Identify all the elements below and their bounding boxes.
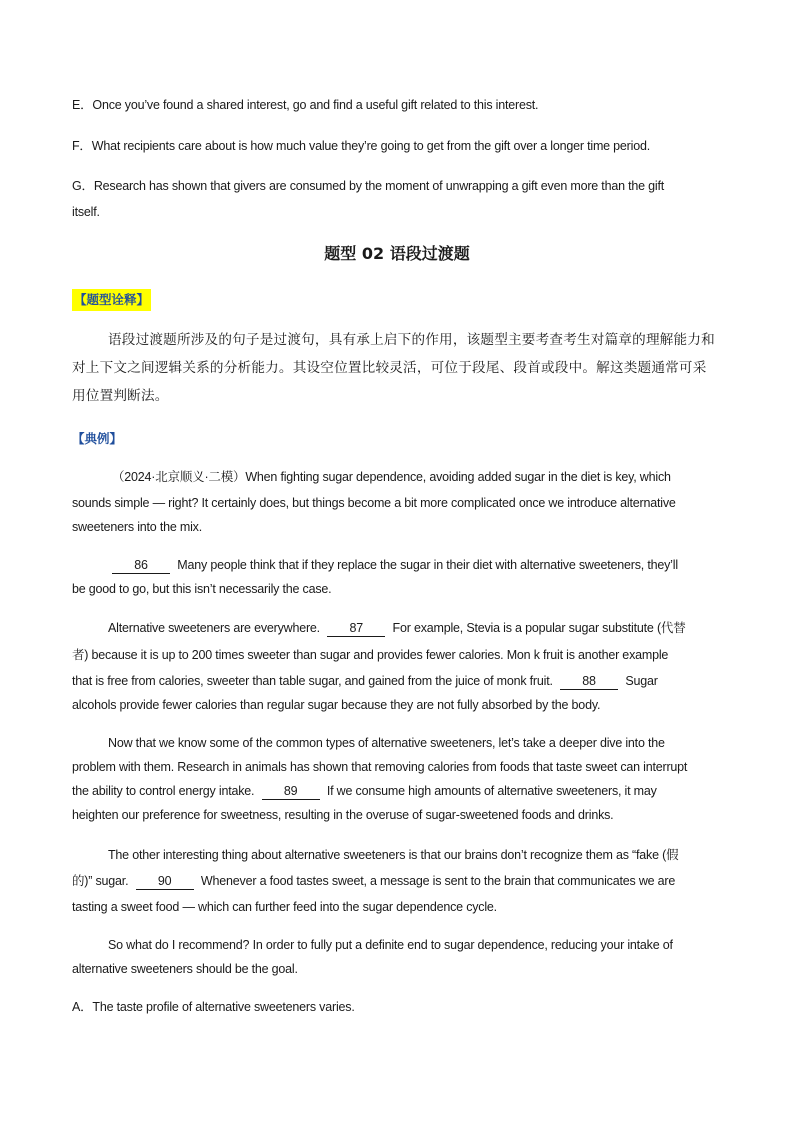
- option-g-line2: itself.: [72, 205, 100, 219]
- example-p2-line1-text: Many people think that if they replace the sugar in their diet with alternative sweeteners, they’ll: [177, 558, 678, 572]
- example-p4-line3-post: If we consume high amounts of alternative sweeteners, it may: [326, 784, 657, 798]
- example-p4-line1: Now that we know some of the common types of alternative sweeteners, let’s take a deeper dive into the: [108, 736, 665, 750]
- example-tag: 【典例】: [72, 431, 123, 446]
- interpretation-line1: 语段过渡题所涉及的句子是过渡句，具有承上启下的作用，该题型主要考查考生对篇章的理解能力和: [108, 332, 715, 348]
- option-g-line1: G．Research has shown that givers are consumed by the moment of unwrapping a gift even more than the gift: [72, 179, 665, 193]
- example-p2-line2: be good to go, but this isn’t necessarily the case.: [72, 582, 332, 596]
- example-p4-line4: heighten our preference for sweetness, resulting in the overuse of sugar-sweetened foods and drinks.: [72, 808, 614, 822]
- example-p3-line1: [108, 616, 722, 640]
- answer-blank-87[interactable]: 87: [327, 621, 385, 637]
- example-p6-line1: So what do I recommend? In order to fully put a definite end to sugar dependence, reducing your intake of: [108, 938, 673, 952]
- example-p5-line3: tasting a sweet food — which can further feed into the sugar dependence cycle.: [72, 900, 497, 914]
- option-e: E．Once you’ve found a shared interest, go and find a useful gift related to this interest.: [72, 98, 539, 112]
- example-p4-line3: [72, 779, 722, 803]
- answer-blank-89[interactable]: 89: [262, 784, 320, 800]
- example-p4-line2: problem with them. Research in animals has shown that removing calories from foods that taste sweet can interrupt: [72, 760, 688, 774]
- example-p5-line2-pre: 的)” sugar.: [72, 874, 129, 888]
- example-p3-line3: [72, 669, 722, 693]
- answer-blank-90[interactable]: 90: [136, 874, 194, 890]
- interpretation-line3: 用位置判断法。: [72, 388, 169, 404]
- example-p3-line1-pre: Alternative sweeteners are everywhere.: [108, 621, 320, 635]
- option-f: F．What recipients care about is how much value they’re going to get from the gift over a longer time period.: [72, 139, 651, 153]
- example-p1-line3: sweeteners into the mix.: [72, 520, 202, 534]
- section-title: 题型 02 语段过渡题: [324, 244, 470, 263]
- answer-blank-86[interactable]: 86: [112, 558, 170, 574]
- example-p3-line3-post: Sugar: [625, 674, 658, 688]
- example-p2-line1: [108, 553, 722, 577]
- example-p5-line2-post: Whenever a food tastes sweet, a message is sent to the brain that communicates we are: [200, 874, 676, 888]
- example-p5-line1: The other interesting thing about alternative sweeteners is that our brains don’t recognize them as “fake (假: [108, 848, 679, 862]
- example-p5-line2: [72, 869, 722, 893]
- example-p3-line4: alcohols provide fewer calories than regular sugar because they are not fully absorbed by the body.: [72, 698, 601, 712]
- interpretation-tag: 【题型诠释】: [72, 289, 151, 311]
- example-p1-line2: sounds simple — right? It certainly does, but things become a bit more complicated once we introduce alternative: [72, 496, 676, 510]
- option-a: A．The taste profile of alternative sweeteners varies.: [72, 1000, 355, 1014]
- example-p1-line1: （2024·北京顺义·二模）When fighting sugar dependence, avoiding added sugar in the diet is key, which: [112, 470, 671, 484]
- answer-blank-88[interactable]: 88: [560, 674, 618, 690]
- example-p6-line2: alternative sweeteners should be the goal.: [72, 962, 298, 976]
- example-p3-line1-post: For example, Stevia is a popular sugar substitute (代替: [392, 621, 686, 635]
- example-p4-line3-pre: the ability to control energy intake.: [72, 784, 255, 798]
- interpretation-line2: 对上下文之间逻辑关系的分析能力。其设空位置比较灵活，可位于段尾、段首或段中。解这类题通常可采: [72, 360, 707, 376]
- example-p3-line3-pre: that is free from calories, sweeter than table sugar, and gained from the juice of monk fruit.: [72, 674, 553, 688]
- example-p3-line2: 者) because it is up to 200 times sweeter than sugar and provides fewer calories. Mon k fruit is another example: [72, 648, 669, 662]
